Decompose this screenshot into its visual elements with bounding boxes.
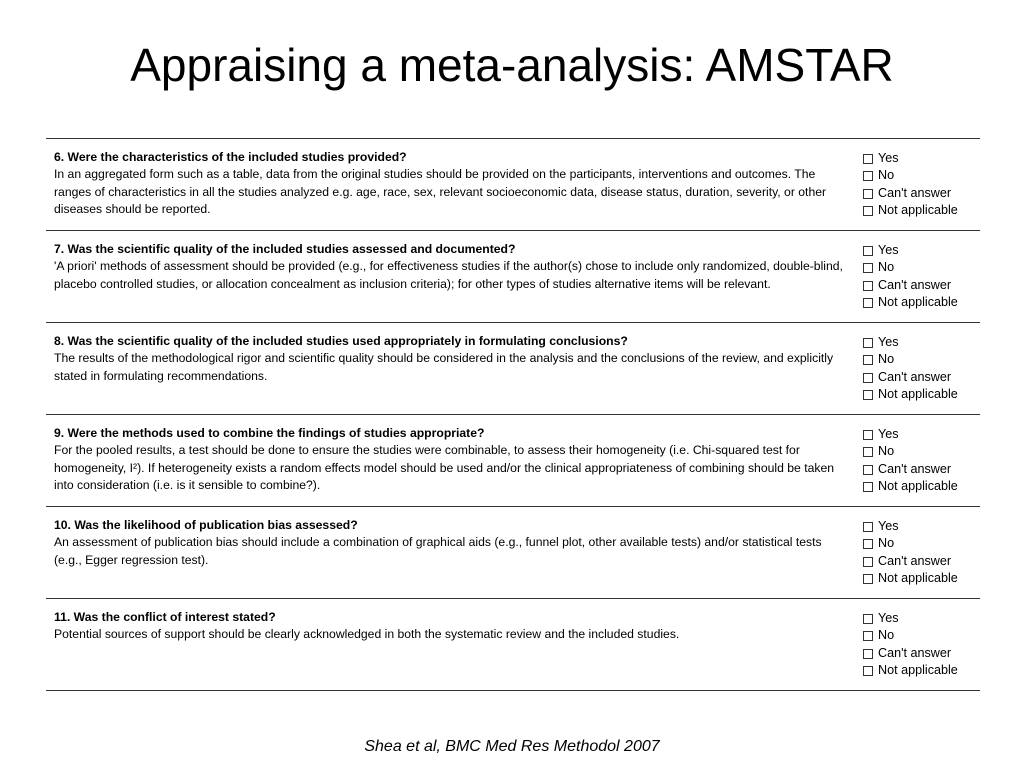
option-cant-answer[interactable]	[863, 277, 978, 294]
checkbox-icon[interactable]	[863, 447, 873, 457]
question-description: An assessment of publication bias should include a combination of graphical aids (e.g., funnel plot, other available tests) and/or statistical tests (e.g., Egger regression test).	[54, 535, 822, 567]
option-label: No	[878, 352, 895, 367]
option-label: No	[878, 444, 895, 459]
checklist-item-11	[46, 599, 980, 691]
question-text	[54, 609, 844, 644]
answer-options	[863, 518, 978, 588]
checkbox-icon[interactable]	[863, 281, 873, 291]
checkbox-icon[interactable]	[863, 298, 873, 308]
checkbox-icon[interactable]	[863, 263, 873, 273]
option-cant-answer[interactable]	[863, 461, 978, 478]
option-label: Can't answer	[878, 645, 952, 660]
checkbox-icon[interactable]	[863, 465, 873, 475]
checkbox-icon[interactable]	[863, 338, 873, 348]
option-label: Not applicable	[878, 387, 958, 402]
option-cant-answer[interactable]	[863, 553, 978, 570]
question-heading: 6. Were the characteristics of the included studies provided?	[54, 150, 407, 164]
checklist-item-9	[46, 415, 980, 507]
option-label: Not applicable	[878, 203, 958, 218]
checkbox-icon[interactable]	[863, 522, 873, 532]
option-cant-answer[interactable]	[863, 185, 978, 202]
option-not-applicable[interactable]	[863, 202, 978, 219]
option-label: Can't answer	[878, 369, 952, 384]
option-label: No	[878, 536, 895, 551]
checkbox-icon[interactable]	[863, 373, 873, 383]
checkbox-icon[interactable]	[863, 355, 873, 365]
option-no[interactable]	[863, 259, 978, 276]
question-text	[54, 333, 844, 385]
option-label: Not applicable	[878, 295, 958, 310]
option-yes[interactable]	[863, 334, 978, 351]
option-not-applicable[interactable]	[863, 662, 978, 679]
option-label: Not applicable	[878, 663, 958, 678]
slide-title: Appraising a meta-analysis: AMSTAR	[130, 39, 894, 91]
option-label: No	[878, 260, 895, 275]
option-cant-answer[interactable]	[863, 645, 978, 662]
option-yes[interactable]	[863, 426, 978, 443]
option-label: Can't answer	[878, 553, 952, 568]
question-heading: 11. Was the conflict of interest stated?	[54, 610, 276, 624]
option-not-applicable[interactable]	[863, 386, 978, 403]
question-description: Potential sources of support should be clearly acknowledged in both the systematic review and the included studies.	[54, 627, 680, 642]
checklist-item-7	[46, 231, 980, 323]
option-yes[interactable]	[863, 242, 978, 259]
checkbox-icon[interactable]	[863, 154, 873, 164]
option-label: Yes	[878, 611, 899, 625]
option-no[interactable]	[863, 535, 978, 552]
option-label: Not applicable	[878, 479, 958, 494]
option-not-applicable[interactable]	[863, 478, 978, 495]
answer-options	[863, 334, 978, 404]
answer-options	[863, 610, 978, 680]
option-yes[interactable]	[863, 518, 978, 535]
checkbox-icon[interactable]	[863, 246, 873, 256]
option-yes[interactable]	[863, 610, 978, 627]
checkbox-icon[interactable]	[863, 482, 873, 492]
option-label: No	[878, 628, 895, 643]
question-description: The results of the methodological rigor and scientific quality should be considered in the analysis and the conclusions of the review, and explicitly stated in formulating recommendations.	[54, 351, 834, 383]
question-description: In an aggregated form such as a table, data from the original studies should be provided on the participants, interventions and outcomes. The ranges of characteristics in all the studies analyzed e.g. age, race, sex, relevant socioeconomic data, disease status, duration, severity, or other diseases should be reported.	[54, 167, 827, 217]
checkbox-icon[interactable]	[863, 614, 873, 624]
option-label: Not applicable	[878, 571, 958, 586]
option-label: Can't answer	[878, 185, 952, 200]
option-label: Yes	[878, 151, 899, 165]
question-text	[54, 425, 844, 495]
option-no[interactable]	[863, 351, 978, 368]
option-label: Yes	[878, 519, 899, 533]
checkbox-icon[interactable]	[863, 557, 873, 567]
option-not-applicable[interactable]	[863, 570, 978, 587]
option-label: Can't answer	[878, 461, 952, 476]
checkbox-icon[interactable]	[863, 171, 873, 181]
question-heading: 7. Was the scientific quality of the included studies assessed and documented?	[54, 242, 516, 256]
option-label: Yes	[878, 335, 899, 349]
question-heading: 10. Was the likelihood of publication bias assessed?	[54, 518, 358, 532]
checkbox-icon[interactable]	[863, 390, 873, 400]
checkbox-icon[interactable]	[863, 189, 873, 199]
option-not-applicable[interactable]	[863, 294, 978, 311]
checkbox-icon[interactable]	[863, 539, 873, 549]
question-heading: 9. Were the methods used to combine the findings of studies appropriate?	[54, 426, 485, 440]
question-text	[54, 517, 844, 569]
checkbox-icon[interactable]	[863, 430, 873, 440]
checklist-item-6	[46, 139, 980, 231]
checkbox-icon[interactable]	[863, 206, 873, 216]
option-no[interactable]	[863, 627, 978, 644]
option-no[interactable]	[863, 167, 978, 184]
checklist-item-8	[46, 323, 980, 415]
checkbox-icon[interactable]	[863, 666, 873, 676]
option-label: Can't answer	[878, 277, 952, 292]
checkbox-icon[interactable]	[863, 631, 873, 641]
checkbox-icon[interactable]	[863, 574, 873, 584]
option-label: No	[878, 168, 895, 183]
option-cant-answer[interactable]	[863, 369, 978, 386]
option-yes[interactable]	[863, 150, 978, 167]
checkbox-icon[interactable]	[863, 649, 873, 659]
answer-options	[863, 426, 978, 496]
question-description: For the pooled results, a test should be done to ensure the studies were combinable, to assess their homogeneity (i.e. Chi-squared test for homogeneity, I²). If heterogeneity exists a random effects model should be used and/or the clinical appropriateness of combining should be taken into consideration (i.e. is it sensible to combine?).	[54, 443, 835, 493]
option-label: Yes	[878, 427, 899, 441]
question-heading: 8. Was the scientific quality of the included studies used appropriately in formulating conclusions?	[54, 334, 628, 348]
option-no[interactable]	[863, 443, 978, 460]
amstar-checklist-table	[46, 138, 980, 691]
question-text	[54, 241, 844, 293]
answer-options	[863, 242, 978, 312]
answer-options	[863, 150, 978, 220]
citation-footnote: Shea et al, BMC Med Res Methodol 2007	[364, 738, 660, 755]
question-description: 'A priori' methods of assessment should be provided (e.g., for effectiveness studies if the author(s) chose to include only randomized, double-blind, placebo controlled studies, or allocation concealment as inclusion criteria); for other types of studies alternative items will be relevant.	[54, 259, 843, 291]
option-label: Yes	[878, 243, 899, 257]
question-text	[54, 149, 844, 219]
checklist-item-10	[46, 507, 980, 599]
